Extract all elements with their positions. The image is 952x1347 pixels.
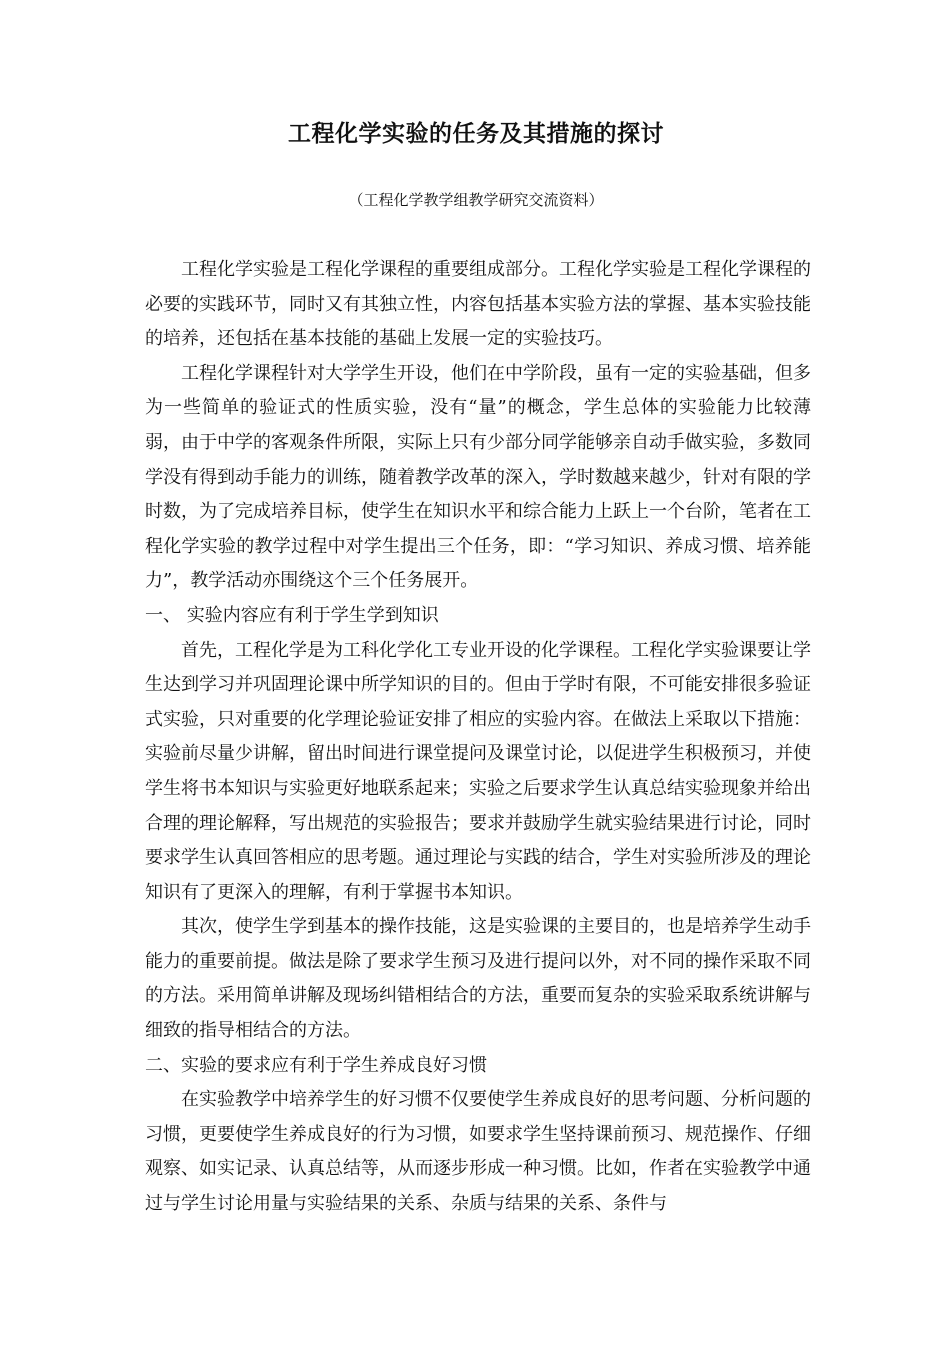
document-body	[145, 253, 811, 1222]
page-title: 工程化学实验的任务及其措施的探讨	[288, 120, 664, 147]
paragraph-knowledge-first: 首先，工程化学是为工科化学化工专业开设的化学课程。工程化学实验课要让学生达到学习并巩固理论课中所学知识的目的。但由于学时有限，不可能安排很多验证式实验，只对重要的化学理论验证安排了相应的实验内容。在做法上采取以下措施：实验前尽量少讲解，留出时间进行课堂提问及课堂讨论，以促进学生积极预习，并使学生将书本知识与实验更好地联系起来；实验之后要求学生认真总结实验现象并给出合理的理论解释，写出规范的实验报告；要求并鼓励学生就实验结果进行讨论，同时要求学生认真回答相应的思考题。通过理论与实践的结合，学生对实验所涉及的理论知识有了更深入的理解，有利于掌握书本知识。	[145, 639, 811, 903]
paragraph-knowledge-second: 其次，使学生学到基本的操作技能，这是实验课的主要目的，也是培养学生动手能力的重要前提。做法是除了要求学生预习及进行提问以外，对不同的操作采取不同的方法。采用简单讲解及现场纠错相结合的方法，重要而复杂的实验采取系统讲解与细致的指导相结合的方法。	[145, 916, 811, 1042]
section-heading-2: 二、实验的要求应有利于学生养成良好习惯	[145, 1054, 487, 1076]
paragraph-intro: 工程化学实验是工程化学课程的重要组成部分。工程化学实验是工程化学课程的必要的实践环节，同时又有其独立性，内容包括基本实验方法的掌握、基本实验技能的培养，还包括在基本技能的基础上发展一定的实验技巧。	[145, 259, 811, 350]
page-subtitle: （工程化学教学组教学研究交流资料）	[348, 191, 604, 209]
section-heading-1: 一、 实验内容应有利于学生学到知识	[145, 604, 439, 626]
paragraph-habits: 在实验教学中培养学生的好习惯不仅要使学生养成良好的思考问题、分析问题的习惯，更要使学生养成良好的行为习惯，如要求学生坚持课前预习、规范操作、仔细观察、如实记录、认真总结等，从而逐步形成一种习惯。比如，作者在实验教学中通过与学生讨论用量与实验结果的关系、杂质与结果的关系、条件与	[145, 1089, 811, 1215]
paragraph-background: 工程化学课程针对大学学生开设，他们在中学阶段，虽有一定的实验基础，但多为一些简单的验证式的性质实验，没有“量”的概念，学生总体的实验能力比较薄弱，由于中学的客观条件所限，实际上只有少部分同学能够亲自动手做实验，多数同学没有得到动手能力的训练，随着教学改革的深入，学时数越来越少，针对有限的学时数，为了完成培养目标，使学生在知识水平和综合能力上跃上一个台阶，笔者在工程化学实验的教学过程中对学生提出三个任务，即：“学习知识、养成习惯、培养能力”，教学活动亦围绕这个三个任务展开。	[145, 362, 811, 592]
